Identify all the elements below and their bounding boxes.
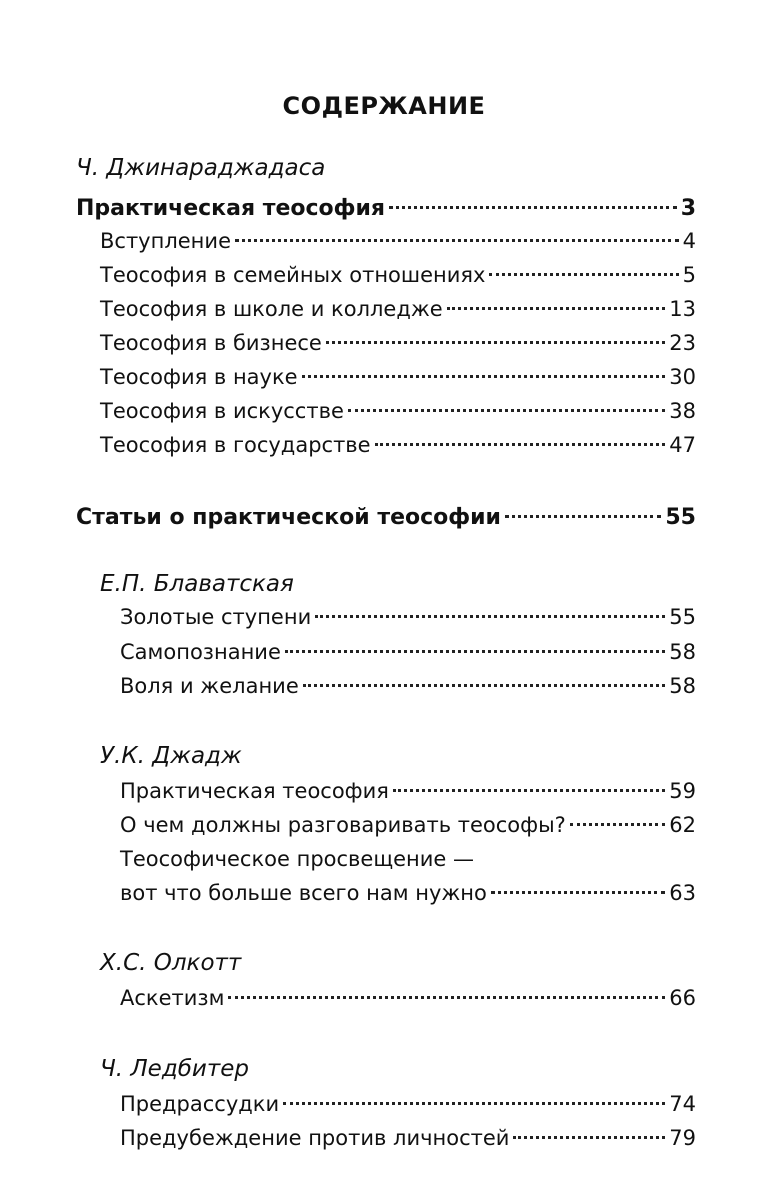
leader-dots [375, 443, 666, 446]
toc-entry-page: 23 [669, 331, 696, 355]
toc-entry-page: 58 [669, 674, 696, 698]
toc-entry[interactable] [100, 433, 696, 461]
toc-entry-label: Предубеждение против личностей [120, 1126, 510, 1150]
toc-entry-label: Предрассудки [120, 1092, 280, 1116]
toc-entry[interactable] [100, 229, 696, 257]
toc-entry-page: 47 [669, 433, 696, 457]
author-heading: Е.П. Блаватская [100, 571, 294, 597]
toc-entry-page: 4 [682, 229, 696, 253]
toc-entry-page: 79 [669, 1126, 696, 1150]
page-title: СОДЕРЖАНИЕ [282, 92, 486, 120]
toc-entry-label: Воля и желание [120, 674, 299, 698]
toc-entry-label: Практическая теософия [76, 196, 386, 221]
leader-dots [302, 375, 666, 378]
toc-entry-page: 66 [669, 986, 696, 1010]
toc-entry[interactable] [120, 605, 696, 633]
toc-entry[interactable] [120, 986, 696, 1014]
toc-entry-label: Статьи о практической теософии [76, 505, 501, 530]
toc-entry[interactable] [120, 1092, 696, 1120]
toc-entry-label: Теософия в бизнесе [100, 331, 322, 355]
toc-entry[interactable] [100, 297, 696, 325]
leader-dots [348, 409, 665, 412]
toc-entry-label-line1: Теософическое просвещение — [120, 847, 475, 871]
leader-dots [283, 1102, 665, 1105]
toc-entry[interactable] [120, 779, 696, 807]
toc-entry-label: Вступление [100, 229, 231, 253]
toc-entry-page: 38 [669, 399, 696, 423]
leader-dots [228, 996, 665, 999]
toc-entry-page: 63 [669, 881, 696, 905]
toc-entry-label: Теософия в искусстве [100, 399, 344, 423]
leader-dots [303, 684, 666, 687]
leader-dots [393, 789, 665, 792]
toc-entry[interactable] [120, 1126, 696, 1154]
toc-entry-page: 5 [682, 263, 696, 287]
toc-entry-label: Практическая теософия [120, 779, 389, 803]
toc-entry-label: вот что больше всего нам нужно [120, 881, 487, 905]
leader-dots [235, 239, 679, 242]
author-heading: Ч. Ледбитер [100, 1056, 250, 1082]
toc-entry-label: Теософия в семейных отношениях [100, 263, 486, 287]
toc-entry-label: Самопознание [120, 640, 281, 664]
leader-dots [513, 1136, 665, 1139]
toc-entry-label: Теософия в школе и колледже [100, 297, 443, 321]
toc-entry[interactable] [76, 505, 696, 533]
toc-entry[interactable] [76, 196, 696, 224]
toc-entry[interactable] [100, 399, 696, 427]
author-heading: Х.С. Олкотт [100, 950, 242, 976]
toc-entry[interactable] [100, 331, 696, 359]
leader-dots [447, 307, 666, 310]
toc-entry[interactable] [120, 881, 696, 909]
leader-dots [315, 615, 665, 618]
toc-entry-label: Аскетизм [120, 986, 225, 1010]
toc-entry[interactable] [120, 813, 696, 841]
toc-entry-page: 13 [669, 297, 696, 321]
toc-entry-label: Теософия в науке [100, 365, 298, 389]
toc-entry-page: 74 [669, 1092, 696, 1116]
leader-dots [389, 206, 677, 209]
leader-dots [326, 341, 665, 344]
toc-entry-page: 30 [669, 365, 696, 389]
author-heading: У.К. Джадж [100, 743, 242, 769]
leader-dots [491, 891, 665, 894]
toc-entry-label: О чем должны разговаривать теософы? [120, 813, 566, 837]
leader-dots [505, 515, 661, 518]
toc-entry-label: Теософия в государстве [100, 433, 371, 457]
author-heading: Ч. Джинараджадаса [76, 155, 326, 181]
toc-entry-page: 3 [680, 196, 696, 221]
toc-entry[interactable] [100, 365, 696, 393]
toc-entry[interactable] [100, 263, 696, 291]
leader-dots [570, 823, 665, 826]
toc-entry-page: 55 [669, 605, 696, 629]
toc-entry[interactable] [120, 640, 696, 668]
toc-entry-label: Золотые ступени [120, 605, 312, 629]
toc-entry-page: 55 [665, 505, 696, 530]
leader-dots [489, 273, 678, 276]
toc-entry-page: 59 [669, 779, 696, 803]
toc-entry-page: 58 [669, 640, 696, 664]
toc-entry-page: 62 [669, 813, 696, 837]
leader-dots [285, 650, 665, 653]
toc-entry[interactable] [120, 674, 696, 702]
